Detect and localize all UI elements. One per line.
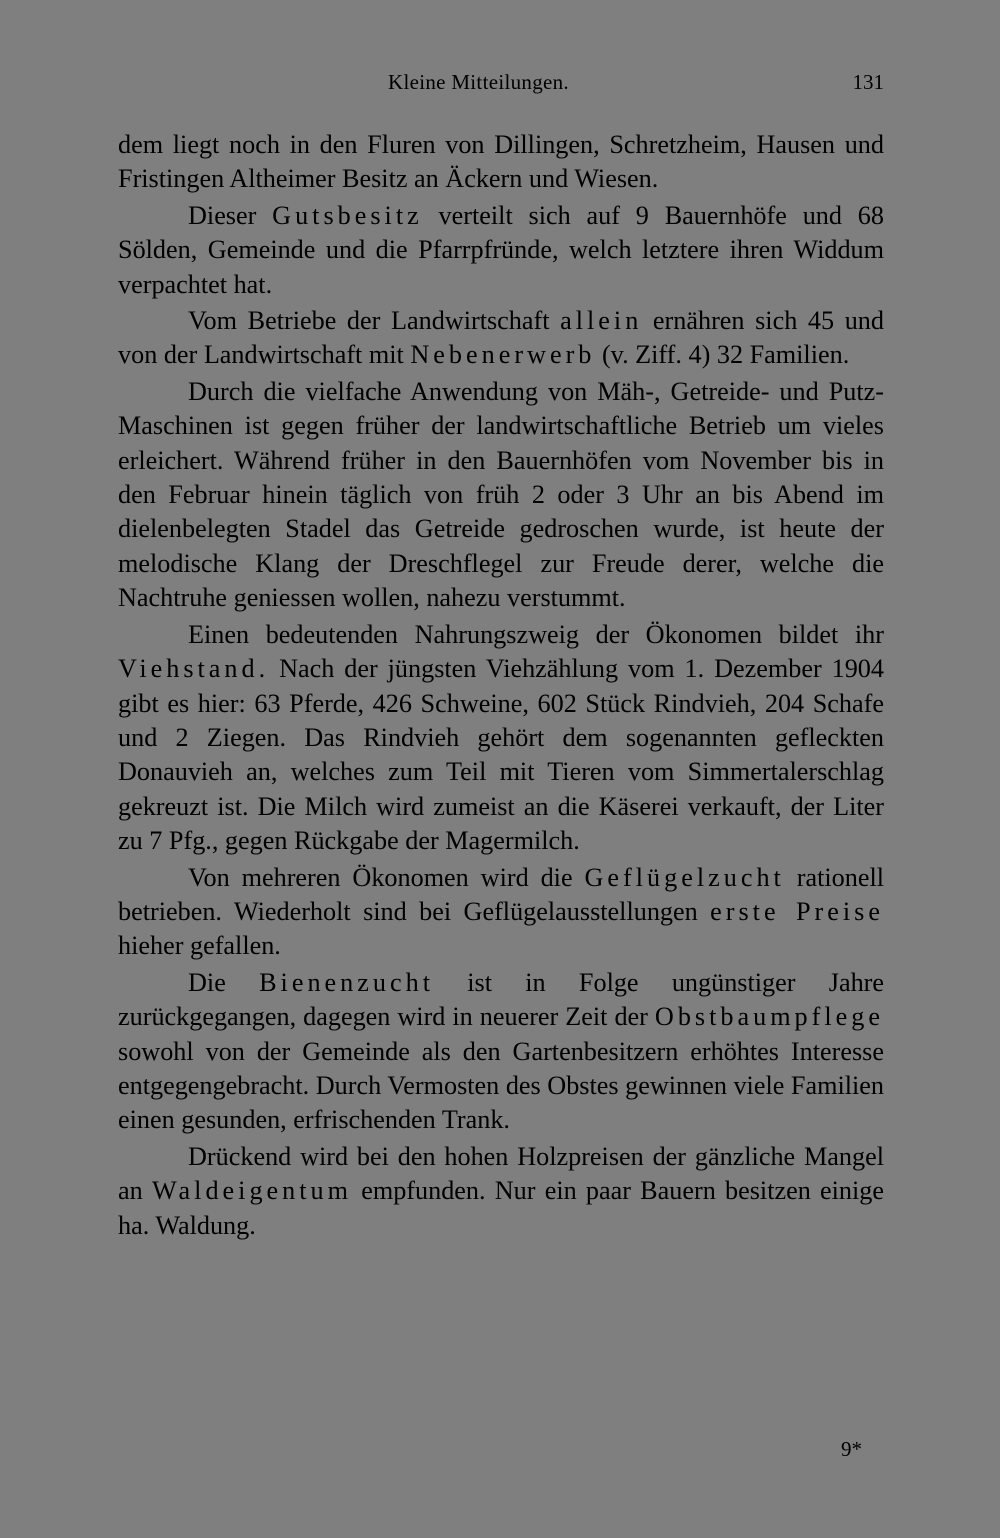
signature-mark: 9* xyxy=(841,1437,862,1461)
paragraph-5 xyxy=(118,618,884,859)
paragraph-2-text-a: Dieser xyxy=(188,200,273,230)
paragraph-8-text-a: Drückend wird bei den hohen Holzpreisen der gänzliche Mangel an xyxy=(118,1141,884,1206)
paragraph-3-spaced-1: allein xyxy=(560,306,643,336)
paragraph-3-text-c: (v. Ziff. 4) 32 Familien. xyxy=(595,340,850,370)
paragraph-8-text-b: empfunden. Nur ein paar Bauern besitzen einige ha. Waldung. xyxy=(118,1176,885,1240)
paragraph-3 xyxy=(118,304,884,373)
paragraph-6-spaced-2: erste Preise xyxy=(710,896,884,926)
paragraph-8-spaced: Waldeigentum xyxy=(151,1176,352,1206)
running-title: Kleine Mitteilungen. xyxy=(388,70,569,94)
paragraph-2-spaced: Gutsbesitz xyxy=(272,200,423,230)
paragraph-6 xyxy=(118,861,884,964)
paragraph-6-text-b: rationell betrieben. Wiederholt sind bei Geflügelausstellungen xyxy=(118,862,884,926)
paragraph-7-text-c: sowohl von der Gemeinde als den Gartenbesitzern erhöhtes Interesse entgegengebracht. Durch Vermosten des Obstes gewinnen viele Familien einen gesunden, erfrischenden Trank. xyxy=(118,1036,885,1135)
paragraph-7-text-a: Die xyxy=(188,967,260,997)
paragraph-5-text-b: Nach der jüngsten Viehzählung vom 1. Dezember 1904 gibt es hier: 63 Pferde, 426 Schweine, 602 Stück Rindvieh, 204 Schafe und 2 Ziegen. Das Rindvieh gehört dem sogenannten gefleckten Donauvieh an, welches zum Teil mit Tieren vom Simmertalerschlag gekreuzt ist. Die Milch wird zumeist an die Käserei verkauft, der Liter zu 7 Pfg., gegen Rückgabe der Magermilch. xyxy=(118,654,884,856)
paragraph-1-text: dem liegt noch in den Fluren von Dillingen, Schretzheim, Hausen und Fristingen Altheimer Besitz an Äckern und Wiesen. xyxy=(118,130,884,194)
paragraph-6-spaced-1: Geflügelzucht xyxy=(584,862,785,892)
body-text xyxy=(118,128,884,1243)
paragraph-7-spaced-1: Bienenzucht xyxy=(259,967,434,997)
paragraph-4-text: Durch die vielfache Anwendung von Mäh-, Getreide- und Putz-Maschinen ist gegen früher der landwirtschaftliche Betrieb um vieles erleichert. Während früher in den Bauernhöfen vom November bis in den Februar hinein täglich von früh 2 oder 3 Uhr an bis Abend im dielenbelegten Stadel das Getreide gedroschen wurde, ist heute der melodische Klang der Dreschflegel zur Freude derer, welche die Nachtruhe geniessen wollen, nahezu verstummt. xyxy=(118,376,884,613)
paragraph-5-spaced: Viehstand. xyxy=(118,654,270,684)
paragraph-7-spaced-2: Obstbaumpflege xyxy=(654,1002,884,1032)
paragraph-3-text-a: Vom Betriebe der Landwirtschaft xyxy=(188,306,561,336)
paragraph-1 xyxy=(118,128,884,197)
paragraph-3-spaced-2: Nebenerwerb xyxy=(410,340,596,370)
page-header xyxy=(118,70,884,106)
paragraph-6-text-c: hieher gefallen. xyxy=(118,931,281,961)
page-number: 131 xyxy=(852,70,884,94)
paragraph-2 xyxy=(118,199,884,302)
paragraph-2-text-b: verteilt sich auf 9 Bauernhöfe und 68 Sölden, Gemeinde und die Pfarrpfründe, welch letztere ihren Widdum verpachtet hat. xyxy=(118,200,884,299)
paragraph-7-text-b: ist in Folge ungünstiger Jahre zurückgegangen, dagegen wird in neuerer Zeit der xyxy=(118,967,885,1032)
paragraph-3-text-b: ernähren sich 45 und von der Landwirtschaft mit xyxy=(118,306,884,370)
paragraph-7 xyxy=(118,966,884,1138)
paragraph-4 xyxy=(118,375,884,616)
paragraph-6-text-a: Von mehreren Ökonomen wird die xyxy=(188,862,585,892)
paragraph-5-text-a: Einen bedeutenden Nahrungszweig der Ökonomen bildet ihr xyxy=(188,619,884,649)
paragraph-8 xyxy=(118,1140,884,1243)
